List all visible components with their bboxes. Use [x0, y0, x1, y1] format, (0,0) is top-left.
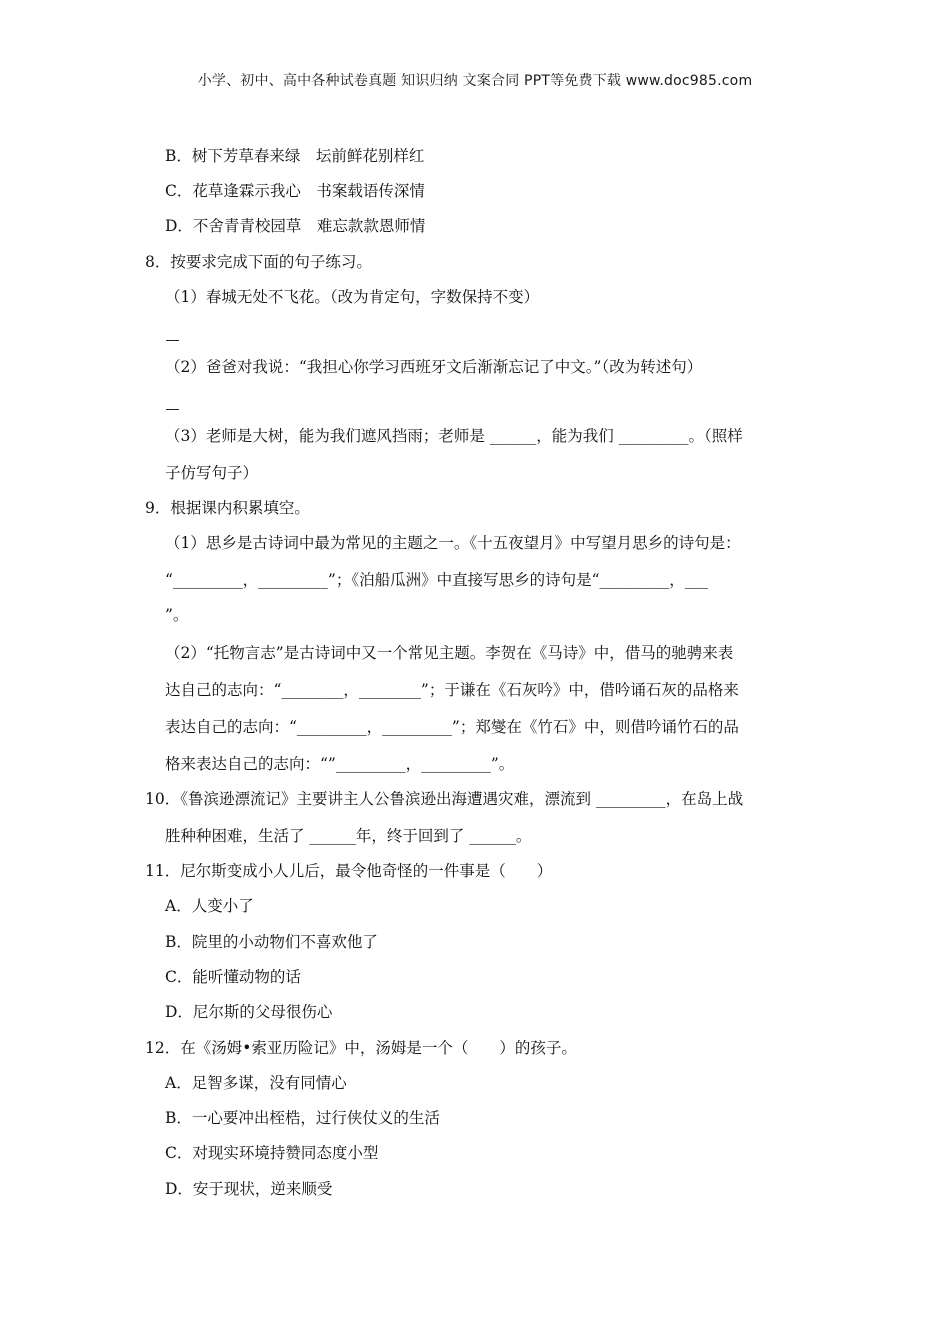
q9-part1-line1: （1）思乡是古诗词中最为常见的主题之一。《十五夜望月》中写望月思乡的诗句是：	[165, 534, 741, 552]
q11-option-a: A．人变小了	[165, 897, 254, 915]
q11-option-d: D．尼尔斯的父母很伤心	[165, 1003, 333, 1021]
q9-part2-line3: 表达自己的志向：“_________，_________”；郑燮在《竹石》中，则借吟诵竹石的品	[165, 718, 739, 736]
q8-part3-line2: 子仿写句子）	[165, 464, 259, 482]
q7-option-b: B．树下芳草春来绿 坛前鲜花别样红	[165, 147, 425, 165]
q10-line2: 胜种种困难，生活了 ______年，终于回到了 ______。	[165, 827, 532, 845]
answer-line	[166, 409, 179, 410]
q8-stem: 8．按要求完成下面的句子练习。	[145, 253, 372, 271]
q9-part1-line2: “_________，_________”；《泊船瓜洲》中直接写思乡的诗句是“_________，___	[165, 571, 709, 589]
q9-part2-line2: 达自己的志向：“________，________”；于谦在《石灰吟》中，借吟诵石灰的品格来	[165, 681, 739, 699]
q12-stem: 12．在《汤姆•索亚历险记》中，汤姆是一个（ ）的孩子。	[145, 1039, 577, 1057]
q11-option-c: C．能听懂动物的话	[165, 968, 301, 986]
q8-part2: （2）爸爸对我说：“我担心你学习西班牙文后渐渐忘记了中文。”（改为转述句）	[165, 358, 703, 376]
page-header: 小学、初中、高中各种试卷真题 知识归纳 文案合同 PPT等免费下载 www.doc985.com	[197, 73, 753, 89]
q8-part3-line1: （3）老师是大树，能为我们遮风挡雨；老师是 ______，能为我们 _________。（照样	[165, 427, 743, 445]
q12-option-a: A．足智多谋，没有同情心	[165, 1074, 347, 1092]
q12-option-d: D．安于现状，逆来顺受	[165, 1180, 333, 1198]
q10-line1: 10．《鲁滨逊漂流记》主要讲主人公鲁滨逊出海遭遇灾难，漂流到 _________，在岛上战	[145, 790, 744, 808]
q9-stem: 9．根据课内积累填空。	[145, 499, 310, 517]
q8-part1: （1）春城无处不飞花。（改为肯定句，字数保持不变）	[165, 288, 540, 306]
q12-option-c: C．对现实环境持赞同态度小型	[165, 1144, 379, 1162]
q9-part1-line3: ”。	[165, 606, 189, 624]
q11-option-b: B．院里的小动物们不喜欢他了	[165, 933, 378, 951]
q7-option-d: D．不舍青青校园草 难忘款款恩师情	[165, 217, 426, 235]
q12-option-b: B．一心要冲出桎梏，过行侠仗义的生活	[165, 1109, 440, 1127]
q11-stem: 11．尼尔斯变成小人儿后，最令他奇怪的一件事是（ ）	[145, 862, 553, 880]
q7-option-c: C．花草逢霖示我心 书案载语传深情	[165, 182, 425, 200]
q9-part2-line1: （2）“托物言志”是古诗词中又一个常见主题。李贺在《马诗》中，借马的驰骋来表	[165, 644, 734, 662]
q9-part2-line4: 格来表达自己的志向：“”_________，_________”。	[165, 755, 515, 773]
answer-line	[166, 340, 179, 341]
